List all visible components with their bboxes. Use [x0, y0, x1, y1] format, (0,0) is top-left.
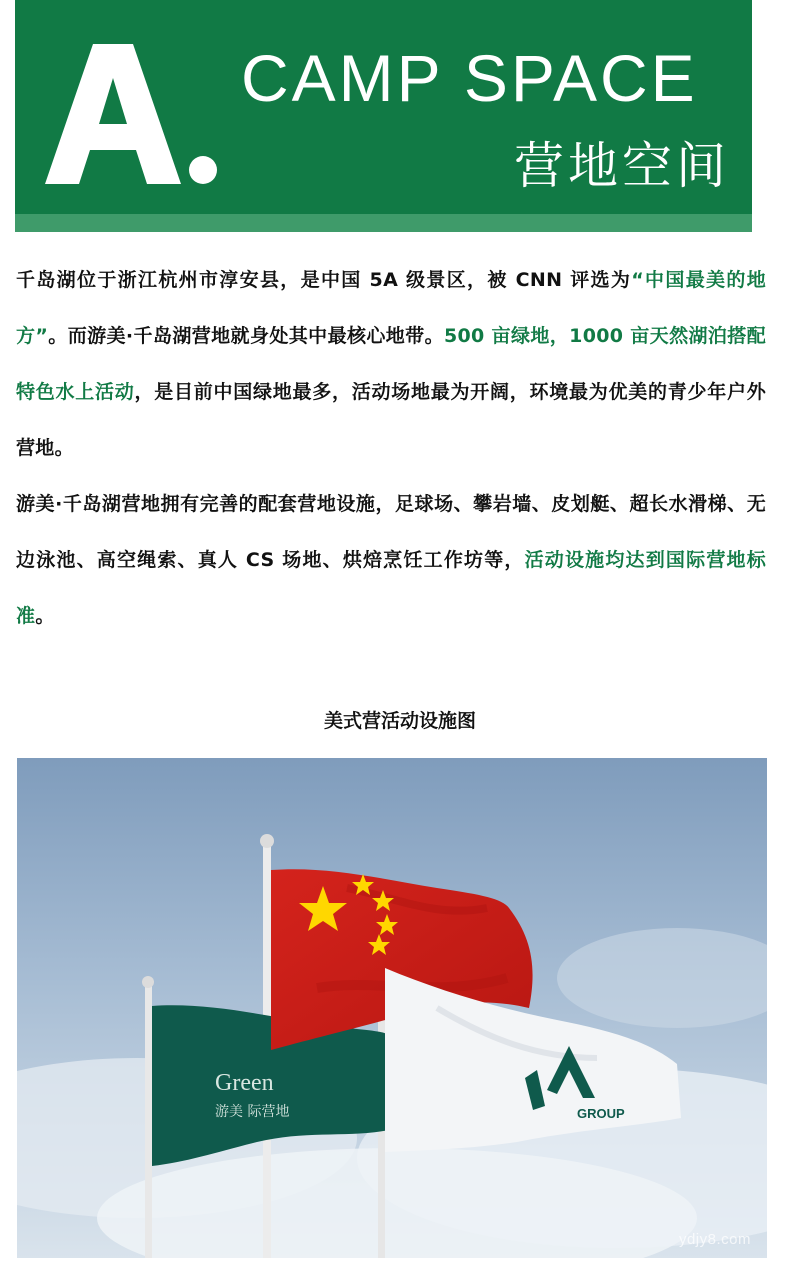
banner-stripe: [15, 214, 752, 232]
brand-title-cn: 营地空间: [514, 137, 730, 195]
header-banner: [15, 0, 752, 232]
camp-logo-icon: [37, 36, 227, 186]
photo-caption: 美式营活动设施图: [323, 710, 476, 732]
text-segment: 游美·千岛湖营地拥有完善的配套营地设施，足球场、攀岩墙、皮划艇、超长水滑梯、无边泳池、高空绳索、真人 CS 场地、烘焙烹饪工作坊等，: [16, 493, 766, 571]
brand-title-en: CAMP SPACE: [241, 41, 698, 115]
watermark: ydjy8.com: [678, 1231, 751, 1248]
text-segment: 。: [35, 605, 55, 627]
paragraph-intro: [16, 252, 766, 476]
highlight-segment: 500 亩绿地，1000 亩天然湖泊搭配特色水上活动: [16, 325, 766, 403]
flag-text-cn: 游美 际营地: [215, 1104, 290, 1120]
text-segment: 。而游美·千岛湖营地就身处其中最核心地带。: [48, 325, 444, 347]
text-segment: ，是目前中国绿地最多，活动场地最为开阔，环境最为优美的青少年户外营地。: [16, 381, 766, 459]
text-segment: 千岛湖位于浙江杭州市淳安县，是中国 5A 级景区，被 CNN 评选为: [16, 269, 632, 291]
highlight-segment: 活动设施均达到国际营地标准: [16, 549, 766, 627]
flag-text-en: Green: [215, 1070, 274, 1096]
article-body: [16, 252, 766, 644]
flag-group-text: GROUP: [577, 1106, 625, 1121]
flags-photo: [17, 758, 767, 1258]
highlight-segment: “中国最美的地方”: [16, 269, 766, 347]
paragraph-facilities: [16, 476, 766, 644]
